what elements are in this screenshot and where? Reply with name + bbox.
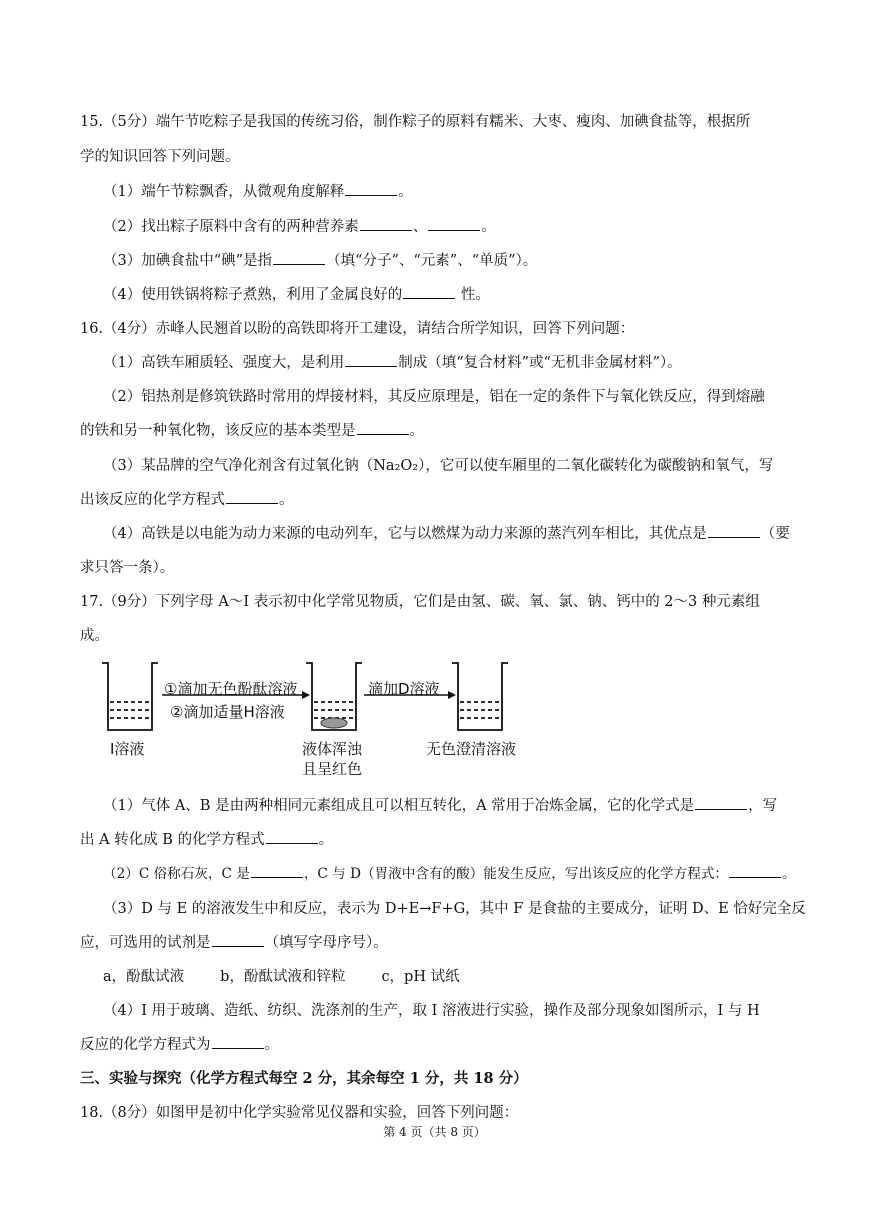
q16-part3-line1: （3）某品牌的空气净化剂含有过氧化钠（Na₂O₂），它可以使车厢里的二氧化碳转化为碳酸钠和氧气，写 <box>103 458 774 474</box>
answer-blank <box>357 422 409 435</box>
answer-blank <box>695 797 747 810</box>
answer-blank <box>729 865 781 878</box>
q15-part3: （3）加碘食盐中“碘”是指 （填“分子”、“元素”、“单质”）。 <box>103 253 538 269</box>
answer-blank <box>345 354 397 367</box>
beaker-i-solution <box>102 663 158 730</box>
q17-part3-line1: （3）D 与 E 的溶液发生中和反应，表示为 D+E→F+G，其中 F 是食盐的主要成分，证明 D、E 恰好完全反 <box>103 901 806 917</box>
step-3-label: 滴加D溶液 <box>368 680 440 698</box>
q15-stem-line2: 学的知识回答下列问题。 <box>80 149 240 165</box>
q17-part3-line2: 应，可选用的试剂是 （填写字母序号）。 <box>80 935 388 951</box>
experiment-figure <box>100 660 560 785</box>
answer-blank <box>226 491 278 504</box>
answer-blank <box>251 865 303 878</box>
q16-part3-line2: 出该反应的化学方程式 。 <box>80 492 294 508</box>
step-2-label: ②滴加适量H溶液 <box>170 703 285 721</box>
q17-part1-line2: 出 A 转化成 B 的化学方程式 。 <box>80 832 334 848</box>
q16-part1: （1）高铁车厢质轻、强度大，是利用 制成（填“复合材料”或“无机非金属材料”）。 <box>103 355 682 371</box>
answer-blank <box>212 934 264 947</box>
q18-stem: 18.（8分）如图甲是初中化学实验常见仪器和实验，回答下列问题： <box>80 1105 519 1121</box>
q16-part4-line1: （4）高铁是以电能为动力来源的电动列车，它与以燃煤为动力来源的蒸汽列车相比，其优点是 （要 <box>103 526 790 542</box>
answer-blank <box>273 252 325 265</box>
q16-part2-line1: （2）铝热剂是修筑铁路时常用的焊接材料，其反应原理是，铝在一定的条件下与氧化铁反应，得到熔融 <box>103 389 765 405</box>
q15-part1: （1）端午节粽飘香，从微观角度解释 。 <box>103 184 413 200</box>
arrow-head-1 <box>302 691 310 699</box>
q16-part4-line2: 求只答一条）。 <box>80 560 175 576</box>
beaker-2-label-line2: 且呈红色 <box>302 760 363 778</box>
option-c: c，pH 试纸 <box>381 969 460 985</box>
section-3-heading: 三、实验与探究（化学方程式每空 2 分，其余每空 1 分，共 18 分） <box>80 1070 528 1087</box>
answer-blank <box>345 183 397 196</box>
q16-part2-line2: 的铁和另一种氧化物，该反应的基本类型是 。 <box>80 423 424 439</box>
answer-blank <box>428 218 480 231</box>
precipitate <box>321 718 347 728</box>
q15-part4: （4）使用铁锅将粽子煮熟，利用了金属良好的 性。 <box>103 287 490 303</box>
beaker-1-label: I溶液 <box>110 740 145 758</box>
q17-part2: （2）C 俗称石灰，C 是 ，C 与 D（胃液中含有的酸）能发生反应，写出该反应的化学方程式： 。 <box>103 866 796 882</box>
q17-options <box>103 968 460 986</box>
answer-blank <box>360 218 412 231</box>
q17-stem-line1: 17.（9分）下列字母 A～I 表示初中化学常见物质，它们是由氢、碳、氧、氯、钠、钙中的 2～3 种元素组 <box>80 594 760 610</box>
q16-stem: 16.（4分）赤峰人民翘首以盼的高铁即将开工建设，请结合所学知识，回答下列问题： <box>80 321 635 337</box>
beaker-3-label: 无色澄清溶液 <box>426 740 517 758</box>
q15-stem-line1: 15.（5分）端午节吃粽子是我国的传统习俗，制作粽子的原料有糯米、大枣、瘦肉、加碘食盐等，根据所 <box>80 114 751 130</box>
beaker-2-label-line1: 液体浑浊 <box>302 740 363 758</box>
q15-part2: （2）找出粽子原料中含有的两种营养素 、 。 <box>103 219 496 235</box>
option-a: a，酚酞试液 <box>103 969 185 985</box>
answer-blank <box>266 831 318 844</box>
q17-part1-line1: （1）气体 A、B 是由两种相同元素组成且可以相互转化，A 常用于冶炼金属，它的化学式是 ，写 <box>103 798 778 814</box>
arrow-head-2 <box>448 691 456 699</box>
step-1-label: ①滴加无色酚酞溶液 <box>164 680 298 698</box>
option-b: b，酚酞试液和锌粒 <box>220 969 346 985</box>
q17-stem-line2: 成。 <box>80 628 109 644</box>
q17-part4-line1: （4）I 用于玻璃、造纸、纺织、洗涤剂的生产，取 I 溶液进行实验，操作及部分现象如图所示，I 与 H <box>103 1003 760 1019</box>
answer-blank <box>212 1036 264 1049</box>
page-footer: 第 4 页（共 8 页） <box>383 1125 486 1139</box>
answer-blank <box>708 525 760 538</box>
q17-part4-line2: 反应的化学方程式为 。 <box>80 1037 279 1053</box>
beaker-clear-solution <box>452 663 508 730</box>
answer-blank <box>403 286 455 299</box>
